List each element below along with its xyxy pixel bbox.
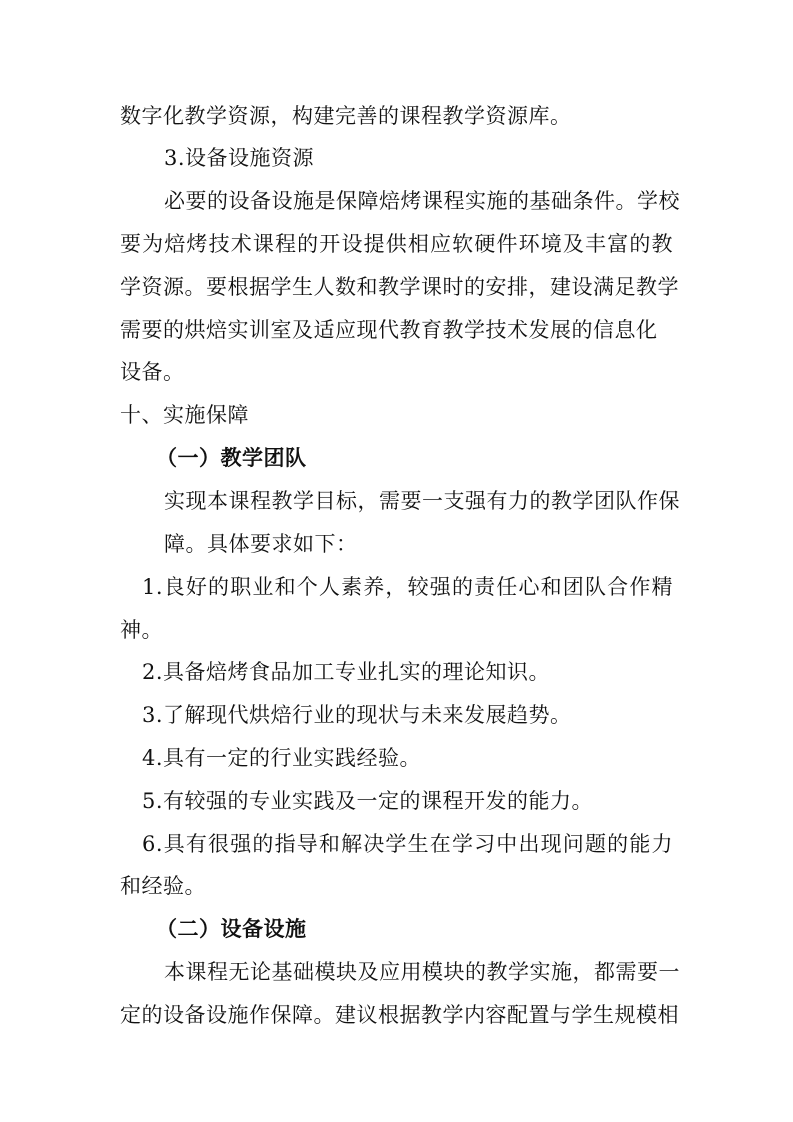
list-item-5: 5.有较强的专业实践及一定的课程开发的能力。 [142, 789, 594, 813]
section-heading-implementation: 十、实施保障 [120, 403, 249, 427]
list-item-1: 1.良好的职业和个人素养，较强的责任心和团队合作精 [142, 575, 673, 599]
paragraph-line-1: 数字化教学资源，构建完善的课程教学资源库。 [120, 104, 572, 128]
paragraph-line-3: 必要的设备设施是保障焙烤课程实施的基础条件。学校 [164, 189, 680, 213]
list-item-3: 3.了解现代烘焙行业的现状与未来发展趋势。 [142, 703, 572, 727]
paragraph-line-11: 障。具体要求如下： [164, 532, 358, 556]
subsection-heading-teaching-team: （一）教学团队 [156, 446, 307, 470]
paragraph-line-21: 本课程无论基础模块及应用模块的教学实施，都需要一 [164, 960, 680, 984]
paragraph-line-22: 定的设备设施作保障。建议根据教学内容配置与学生规模相 [120, 1003, 679, 1027]
list-item-6-continued: 和经验。 [120, 874, 206, 898]
list-item-6: 6.具有很强的指导和解决学生在学习中出现问题的能力 [142, 832, 673, 856]
list-item-1-continued: 神。 [120, 618, 163, 642]
subsection-heading-equipment: （二）设备设施 [156, 917, 307, 941]
list-item-4: 4.具有一定的行业实践经验。 [142, 746, 422, 770]
paragraph-line-6: 需要的烘焙实训室及适应现代教育教学技术发展的信息化 [120, 318, 658, 342]
list-item-2: 2.具备焙烤食品加工专业扎实的理论知识。 [142, 660, 551, 684]
paragraph-line-5: 学资源。要根据学生人数和教学课时的安排，建设满足教学 [120, 275, 679, 299]
paragraph-line-4: 要为焙烤技术课程的开设提供相应软硬件环境及丰富的教 [120, 232, 673, 256]
paragraph-line-10: 实现本课程教学目标，需要一支强有力的教学团队作保 [164, 489, 680, 513]
subsection-heading-equipment-resources: 3.设备设施资源 [164, 146, 315, 170]
paragraph-line-7: 设备。 [120, 360, 185, 384]
